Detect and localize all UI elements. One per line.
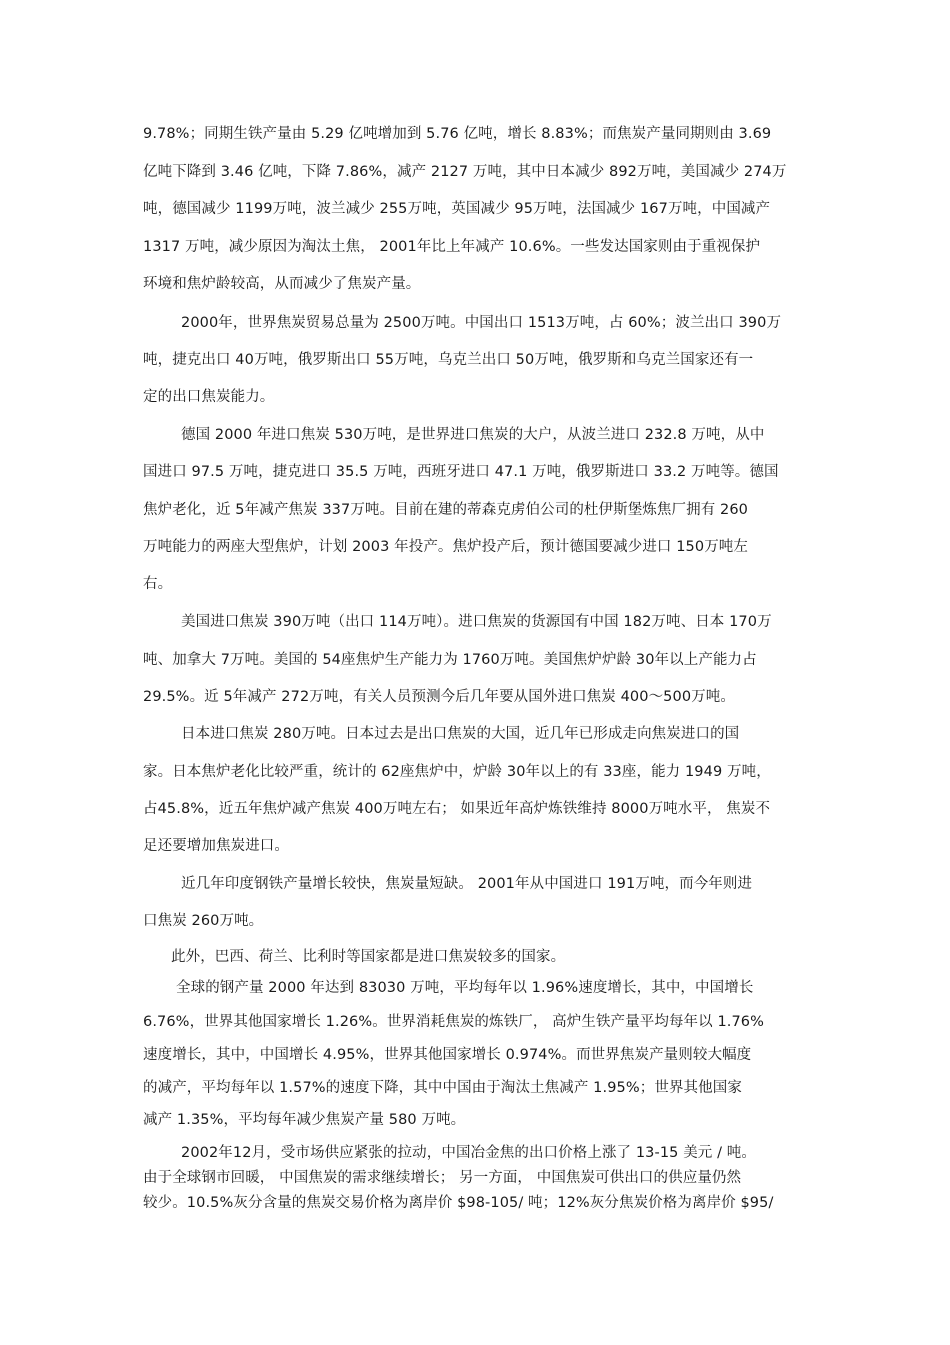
text-line: 较少。10.5%灰分含量的焦炭交易价格为离岸价 $98-105/ 吨；12%灰分焦炭价格为离岸价 $95/: [143, 1195, 774, 1211]
text-line: 9.78%；同期生铁产量由 5.29 亿吨增加到 5.76 亿吨，增长 8.83%；而焦炭产量同期则由 3.69: [143, 126, 772, 142]
text-line: 家。日本焦炉老化比较严重，统计的 62座焦炉中，炉龄 30年以上的有 33座，能力 1949 万吨，: [143, 764, 771, 780]
text-line: 吨、加拿大 7万吨。美国的 54座焦炉生产能力为 1760万吨。美国焦炉炉龄 30年以上产能力占: [143, 652, 757, 668]
text-line: 美国进口焦炭 390万吨（出口 114万吨）。进口焦炭的货源国有中国 182万吨、日本 170万: [181, 614, 772, 630]
text-line: 口焦炭 260万吨。: [143, 913, 264, 929]
text-line: 6.76%，世界其他国家增长 1.26%。世界消耗焦炭的炼铁厂， 高炉生铁产量平均每年以 1.76%: [143, 1014, 765, 1030]
text-line: 定的出口焦炭能力。: [143, 389, 275, 405]
text-line: 万吨能力的两座大型焦炉，计划 2003 年投产。焦炉投产后，预计德国要减少进口 150万吨左: [143, 539, 749, 555]
text-line: 环境和焦炉龄较高，从而减少了焦炭产量。: [143, 276, 421, 292]
text-line: 减产 1.35%，平均每年减少焦炭产量 580 万吨。: [143, 1112, 466, 1128]
text-line: 焦炉老化，近 5年减产焦炭 337万吨。目前在建的蒂森克虏伯公司的杜伊斯堡炼焦厂拥有 260: [143, 502, 749, 518]
text-line: 的减产，平均每年以 1.57%的速度下降，其中中国由于淘汰土焦减产 1.95%；世界其他国家: [143, 1080, 742, 1096]
text-line: 足还要增加焦炭进口。: [143, 838, 289, 854]
text-line: 德国 2000 年进口焦炭 530万吨，是世界进口焦炭的大户，从波兰进口 232.8 万吨，从中: [181, 427, 765, 443]
text-line: 2002年12月，受市场供应紧张的拉动，中国冶金焦的出口价格上涨了 13-15 美元 / 吨。: [181, 1145, 757, 1161]
text-line: 2000年，世界焦炭贸易总量为 2500万吨。中国出口 1513万吨，占 60%；波兰出口 390万: [181, 315, 782, 331]
text-line: 此外，巴西、荷兰、比利时等国家都是进口焦炭较多的国家。: [171, 949, 566, 965]
text-line: 吨，德国减少 1199万吨，波兰减少 255万吨，英国减少 95万吨，法国减少 167万吨，中国减产: [143, 201, 771, 217]
text-line: 日本进口焦炭 280万吨。日本过去是出口焦炭的大国，近几年已形成走向焦炭进口的国: [181, 726, 740, 742]
text-line: 29.5%。近 5年减产 272万吨，有关人员预测今后几年要从国外进口焦炭 400～500万吨。: [143, 689, 735, 705]
text-line: 国进口 97.5 万吨，捷克进口 35.5 万吨，西班牙进口 47.1 万吨，俄罗斯进口 33.2 万吨等。德国: [143, 464, 779, 480]
text-line: 1317 万吨，减少原因为淘汰土焦， 2001年比上年减产 10.6%。一些发达国家则由于重视保护: [143, 239, 761, 255]
text-line: 吨，捷克出口 40万吨，俄罗斯出口 55万吨，乌克兰出口 50万吨，俄罗斯和乌克兰国家还有一: [143, 352, 754, 368]
text-line: 占45.8%，近五年焦炉减产焦炭 400万吨左右； 如果近年高炉炼铁维持 8000万吨水平， 焦炭不: [143, 801, 771, 817]
text-line: 亿吨下降到 3.46 亿吨，下降 7.86%，减产 2127 万吨，其中日本减少 892万吨，美国减少 274万: [143, 164, 787, 180]
text-line: 全球的钢产量 2000 年达到 83030 万吨，平均每年以 1.96%速度增长，其中，中国增长: [176, 980, 754, 996]
text-line: 右。: [143, 576, 173, 592]
text-line: 由于全球钢市回暖， 中国焦炭的需求继续增长； 另一方面， 中国焦炭可供出口的供应量仍然: [143, 1170, 742, 1186]
text-line: 近几年印度钢铁产量增长较快，焦炭量短缺。 2001年从中国进口 191万吨，而今年则进: [181, 876, 753, 892]
text-line: 速度增长，其中，中国增长 4.95%，世界其他国家增长 0.974%。而世界焦炭产量则较大幅度: [143, 1047, 752, 1063]
